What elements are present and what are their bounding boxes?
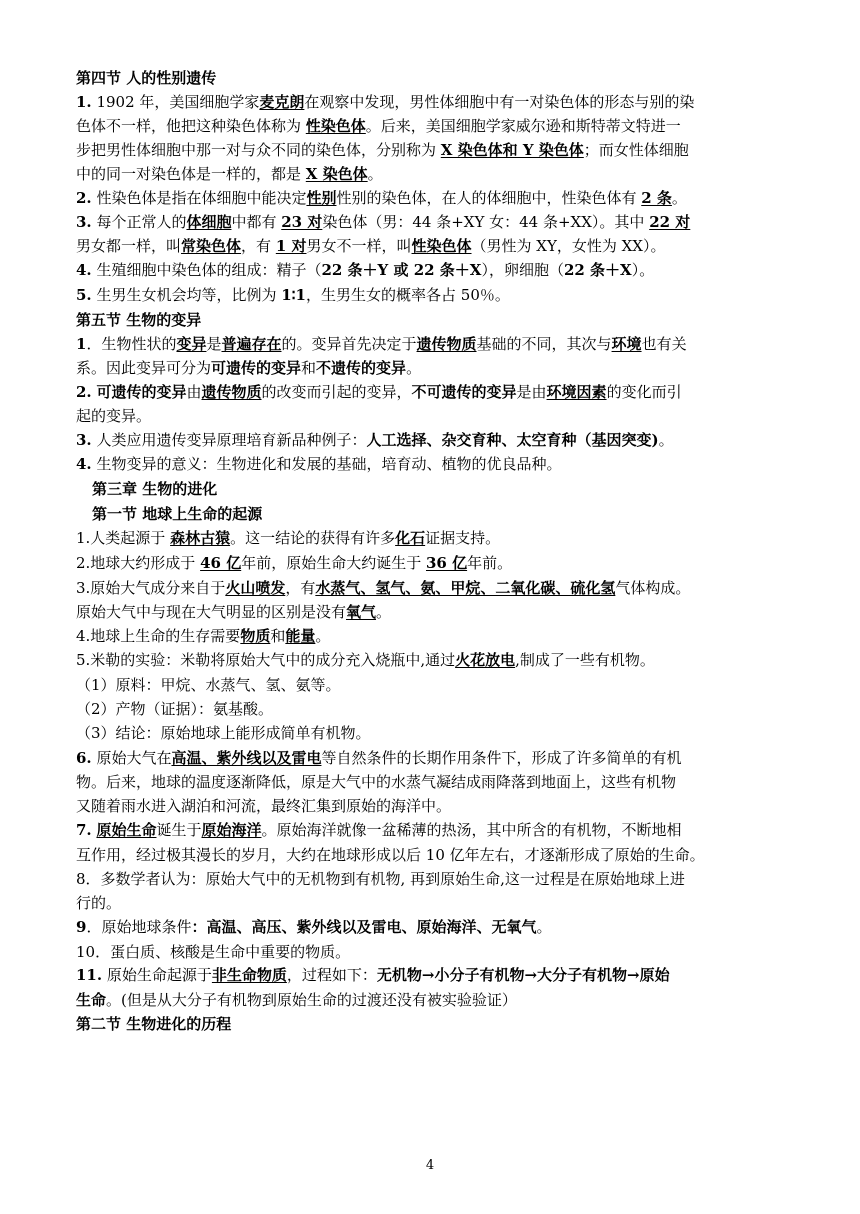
text-segment: （男性为 XY，女性为 XX）。 [471, 237, 666, 255]
bold-text: 7. [76, 821, 92, 839]
underlined-answer: 原始生命 [96, 821, 157, 839]
text-segment: （2）产物（证据）：氨基酸。 [76, 700, 274, 718]
underlined-answer: 2 条 [641, 189, 672, 207]
text-segment: 性染色体是指在体细胞中能决定 [91, 189, 307, 207]
section-heading-3-1 [92, 502, 802, 526]
text-line [76, 746, 786, 770]
underlined-answer: 性染色体 [305, 117, 366, 135]
text-segment: 基础的不同，其次与 [476, 335, 612, 353]
text-segment: 的改变而引起的变异， [261, 383, 412, 401]
underlined-answer: 森林古猿 [170, 529, 231, 547]
underlined-answer: 原始海洋 [201, 821, 262, 839]
text-line [76, 600, 786, 624]
section-heading-4 [76, 66, 786, 90]
text-line [76, 770, 786, 794]
underlined-answer: 麦克朗 [259, 93, 305, 111]
underlined-answer: 23 对 [281, 213, 323, 231]
text-segment: 中的同一对染色体是一样的，都是 [76, 165, 306, 183]
text-segment: 的。变异首先决定于 [281, 335, 417, 353]
text-segment: 在观察中发现，男性体细胞中有一对染色体的形态与别的染 [304, 93, 695, 111]
text-segment: 男女都一样，叫 [76, 237, 182, 255]
bold-text: 22 条＋X [563, 261, 632, 279]
text-segment: 人类应用遗传变异原理培育新品种例子： [91, 431, 367, 449]
text-segment: ，生男生女的概率各占 50％。 [306, 286, 510, 304]
text-segment: 起的变异。 [76, 407, 152, 425]
text-line [76, 380, 786, 404]
text-segment: 10．蛋白质、核酸是生命中重要的物质。 [76, 943, 351, 961]
text-line [76, 162, 786, 186]
text-segment: 男女不一样，叫 [306, 237, 412, 255]
text-segment: 原始生命起源于 [102, 966, 212, 984]
text-line [76, 452, 786, 476]
bold-text: 无机物→小分子有机物→大分子有机物→原始 [376, 966, 670, 984]
underlined-answer: 水蒸气、氢气、氨、甲烷、二氧化碳、硫化氢 [315, 579, 616, 597]
text-line [76, 915, 786, 939]
text-segment: ,制成了一些有机物。 [515, 651, 655, 669]
bold-text: 9 [76, 918, 87, 936]
bold-text: 3. [76, 213, 92, 231]
text-segment: 和 [270, 627, 286, 645]
text-segment: 生男生女机会均等，比例为 [91, 286, 282, 304]
text-segment: 性别的染色体，在人的体细胞中，性染色体有 [336, 189, 642, 207]
underlined-answer: 36 亿 [425, 554, 468, 572]
text-line [76, 210, 786, 234]
text-segment: ），卵细胞（ [481, 261, 564, 279]
text-line [76, 891, 786, 915]
text-line [76, 551, 786, 575]
underlined-answer: 高温、紫外线以及雷电 [171, 749, 322, 767]
underlined-answer: 物质 [240, 627, 271, 645]
bold-text: 可遗传的变异 [96, 383, 187, 401]
underlined-answer: 氧气 [346, 603, 377, 621]
text-line [76, 526, 786, 550]
text-segment: 又随着雨水进入湖泊和河流，最终汇集到原始的海洋中。 [76, 797, 452, 815]
bold-text: 2. [76, 189, 92, 207]
bold-text: 第二节 生物进化的历程 [76, 1015, 232, 1033]
text-line [76, 114, 786, 138]
bold-text: 第四节 人的性别遗传 [76, 69, 217, 87]
text-segment: （1）原料：甲烷、水蒸气、氢、氨等。 [76, 676, 341, 694]
text-line [76, 818, 786, 842]
text-segment: 步把男性体细胞中那一对与众不同的染色体，分别称为 [76, 141, 441, 159]
text-segment: 证据支持。 [425, 529, 501, 547]
text-segment: 2.地球大约形成于 [76, 554, 201, 572]
text-segment: 年前。 [467, 554, 513, 572]
bold-text: 2. [76, 383, 92, 401]
text-segment: （3）结论：原始地球上能形成简单有机物。 [76, 724, 371, 742]
bold-text: 5. [76, 286, 92, 304]
underlined-answer: 化石 [395, 529, 426, 547]
text-segment: 物。后来，地球的温度逐渐降低，原是大气中的水蒸气凝结成雨降落到地面上，这些有机物 [76, 773, 677, 791]
underlined-answer: 常染色体 [181, 237, 242, 255]
text-line [76, 697, 786, 721]
underlined-answer: 遗传物质 [201, 383, 262, 401]
bold-text: 不遗传的变异 [316, 359, 407, 377]
text-segment: 是 [206, 335, 222, 353]
text-segment: 原始大气在 [91, 749, 172, 767]
text-line [76, 940, 786, 964]
text-segment: 气体构成。 [615, 579, 691, 597]
text-segment: 8．多数学者认为：原始大气中的无机物到有机物, 再到原始生命,这一过程是在原始地球上进 [76, 870, 685, 888]
text-segment: 。 [315, 627, 331, 645]
text-segment: 。 [658, 431, 674, 449]
text-segment: ，有 [241, 237, 276, 255]
text-line [76, 648, 786, 672]
text-segment: 。原始海洋就像一盆稀薄的热汤，其中所含的有机物，不断地相 [261, 821, 682, 839]
text-line [76, 867, 786, 891]
underlined-answer: 体细胞 [186, 213, 232, 231]
text-line [76, 721, 786, 745]
underlined-answer: 火山喷发 [225, 579, 286, 597]
underlined-answer: 环境 [611, 335, 642, 353]
underlined-answer: X 染色体 [305, 165, 368, 183]
text-line [76, 404, 786, 428]
text-segment: 。这一结论的获得有许多 [230, 529, 396, 547]
text-segment: ，有 [285, 579, 316, 597]
bold-text: 生命 [76, 991, 107, 1009]
text-segment: 1902 年，美国细胞学家 [91, 93, 260, 111]
text-segment: 。 [406, 359, 422, 377]
bold-text: 22 条＋Y 或 22 条＋X [321, 261, 482, 279]
underlined-answer: 1 对 [275, 237, 307, 255]
text-segment: 。 [376, 603, 392, 621]
text-segment: 1.人类起源于 [76, 529, 171, 547]
underlined-answer: 非生命物质 [211, 966, 287, 984]
underlined-answer: 环境因素 [546, 383, 607, 401]
bold-text: 4. [76, 261, 92, 279]
text-line [76, 624, 786, 648]
text-line [76, 963, 786, 987]
bold-text: 第三章 生物的进化 [92, 480, 218, 498]
text-segment: ．原始地球条件 [86, 918, 192, 936]
underlined-answer: 普遍存在 [221, 335, 282, 353]
text-segment: 每个正常人的 [91, 213, 187, 231]
text-segment: 是由 [516, 383, 547, 401]
text-line [76, 186, 786, 210]
text-segment: ）。 [631, 261, 655, 279]
text-segment: 生物变异的意义：生物进化和发展的基础，培育动、植物的优良品种。 [91, 455, 562, 473]
text-segment: 染色体（男：44 条+XY 女：44 条+XX）。其中 [322, 213, 650, 231]
text-segment: 生殖细胞中染色体的组成：精子（ [91, 261, 322, 279]
text-line [76, 138, 786, 162]
text-segment: 3.原始大气成分来自于 [76, 579, 226, 597]
bold-text: ：高温、高压、紫外线以及雷电、原始海洋、无氧气 [191, 918, 537, 936]
bold-text: 可遗传的变异 [211, 359, 302, 377]
text-segment: 。 [671, 189, 687, 207]
bold-text: 3. [76, 431, 92, 449]
text-segment: 的变化而引 [606, 383, 682, 401]
text-segment: 也有关 [641, 335, 687, 353]
underlined-answer: 22 对 [649, 213, 691, 231]
underlined-answer: 性别 [306, 189, 337, 207]
text-line [76, 576, 786, 600]
text-segment: 原始大气中与现在大气明显的区别是没有 [76, 603, 347, 621]
text-segment: 。(但是从大分子有机物到原始生命的过渡还没有被实验验证） [106, 991, 517, 1009]
text-segment: 。后来，美国细胞学家威尔逊和斯特蒂文特进一 [365, 117, 681, 135]
text-line [76, 283, 786, 307]
section-heading-3-2 [76, 1012, 786, 1036]
bold-text: 11. [76, 966, 103, 984]
bold-text: 1. [76, 93, 92, 111]
bold-text: 不可遗传的变异 [411, 383, 517, 401]
text-segment: ，过程如下： [286, 966, 377, 984]
text-segment: 年前，原始生命大约诞生于 [241, 554, 426, 572]
text-segment: 5.米勒的实验：米勒将原始大气中的成分充入烧瓶中,通过 [76, 651, 456, 669]
text-line [76, 988, 786, 1012]
bold-text: 人工选择、杂交育种、太空育种（基因突变) [366, 431, 659, 449]
text-segment: 色体不一样，他把这种染色体称为 [76, 117, 306, 135]
text-line [76, 90, 786, 114]
text-line [76, 673, 786, 697]
bold-text: 第一节 地球上生命的起源 [92, 505, 263, 523]
text-segment: ；而女性体细胞 [583, 141, 689, 159]
underlined-answer: 变异 [176, 335, 207, 353]
underlined-answer: 能量 [285, 627, 316, 645]
text-segment: 诞生于 [156, 821, 202, 839]
underlined-answer: 性染色体 [411, 237, 472, 255]
text-line [76, 258, 786, 282]
bold-text: 6. [76, 749, 92, 767]
text-segment: 和 [301, 359, 317, 377]
text-segment: 系。因此变异可分为 [76, 359, 212, 377]
text-line [76, 428, 786, 452]
underlined-answer: 遗传物质 [416, 335, 477, 353]
text-line [76, 794, 786, 818]
text-segment: 互作用，经过极其漫长的岁月，大约在地球形成以后 10 亿年左右，才逐渐形成了原始的生命。 [76, 846, 705, 864]
text-segment: 。 [367, 165, 383, 183]
bold-text: 1∶1 [281, 286, 306, 304]
underlined-answer: 46 亿 [200, 554, 242, 572]
text-line [76, 843, 786, 867]
text-segment: ．生物性状的 [86, 335, 177, 353]
chapter-heading-3 [92, 477, 802, 501]
page-number: 4 [425, 1158, 435, 1173]
text-segment: 由 [186, 383, 202, 401]
text-segment: 等自然条件的长期作用条件下，形成了许多简单的有机 [321, 749, 682, 767]
underlined-answer: X 染色体和 Y 染色体 [440, 141, 584, 159]
text-line [76, 234, 786, 258]
bold-text: 1 [76, 335, 87, 353]
text-line [76, 356, 786, 380]
text-segment: 中都有 [231, 213, 282, 231]
bold-text: 第五节 生物的变异 [76, 311, 202, 329]
text-line [76, 332, 786, 356]
text-segment: 。 [536, 918, 552, 936]
bold-text: 4. [76, 455, 92, 473]
text-segment: 行的。 [76, 894, 122, 912]
section-heading-5 [76, 308, 786, 332]
text-segment: 4.地球上生命的生存需要 [76, 627, 241, 645]
underlined-answer: 火花放电 [455, 651, 516, 669]
